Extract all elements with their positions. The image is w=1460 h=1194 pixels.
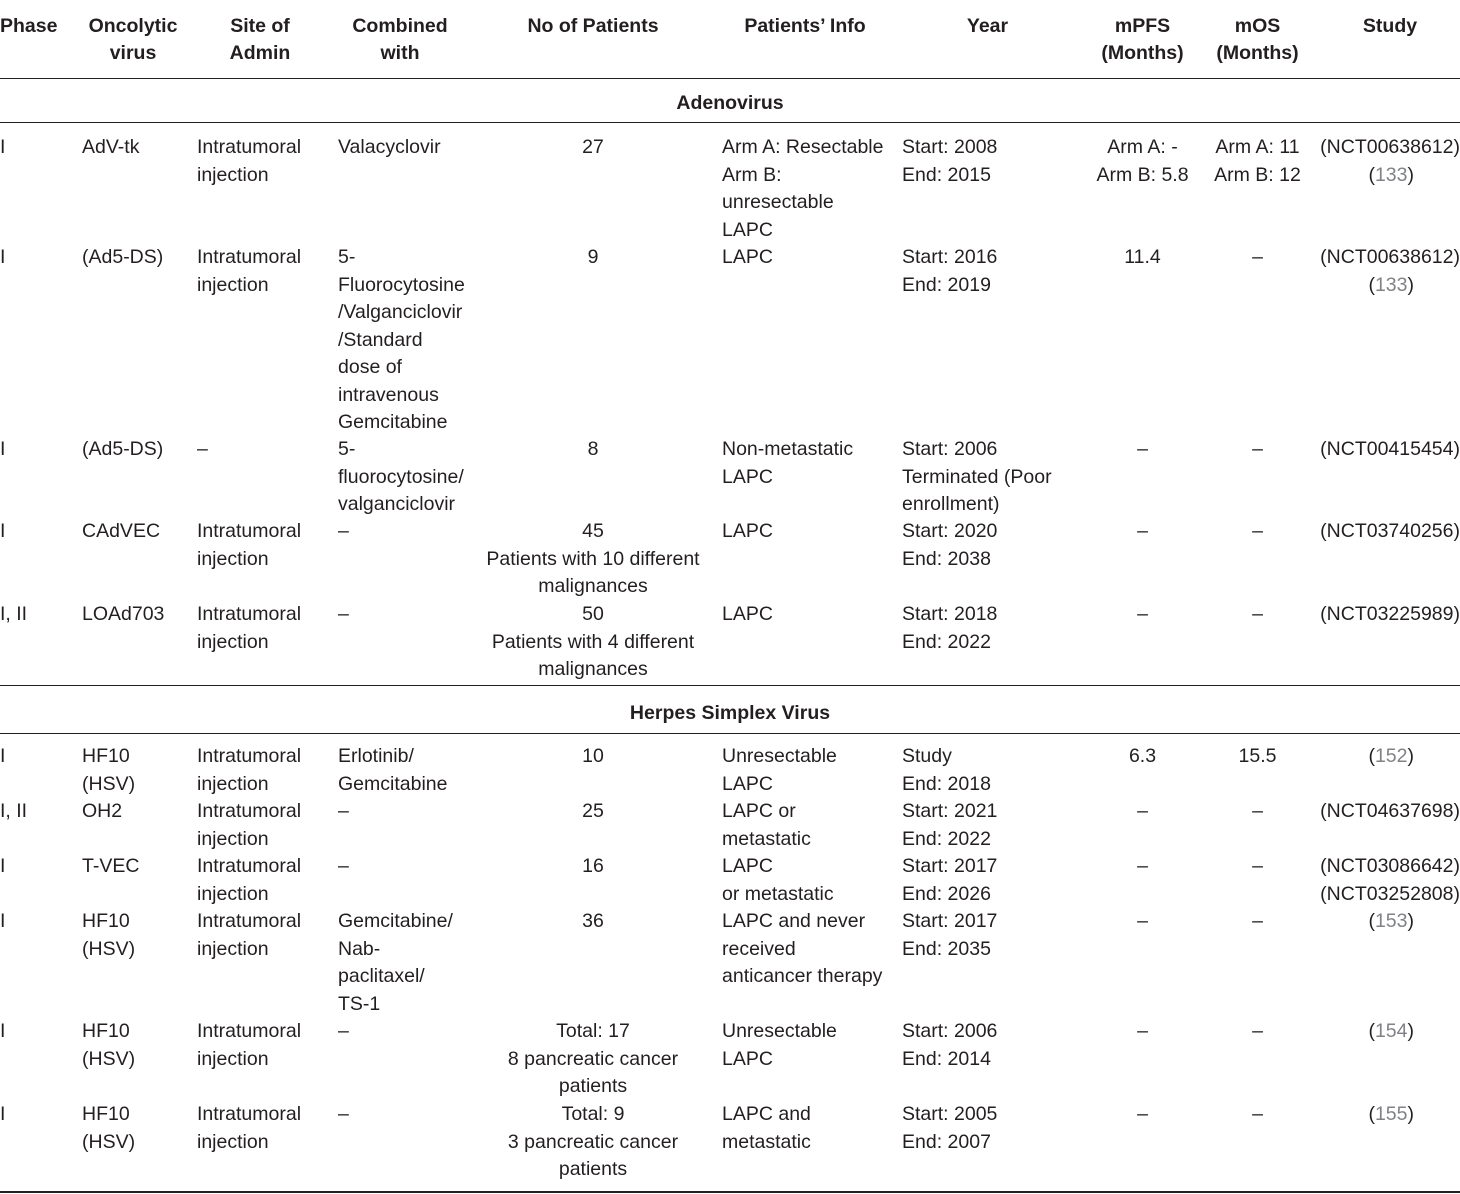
header-divider <box>0 78 1460 79</box>
cell-no-of-patients: Total: 17 8 pancreatic cancer patients <box>507 1020 679 1097</box>
cell-year: Start: 2020 End: 2038 <box>902 520 998 570</box>
cell-no-of-patients: 16 <box>582 855 604 877</box>
cell-study: (NCT00638612) (133) <box>1310 134 1460 189</box>
cell-study: (NCT00638612) (133) <box>1310 244 1460 299</box>
cell-year: Start: 2005 End: 2007 <box>902 1103 998 1153</box>
cell-combined-with: 5- fluorocytosine/ valganciclovir <box>338 438 464 515</box>
table-header <box>0 0 1460 78</box>
cell-oncolytic-virus: (Ad5-DS) <box>82 246 164 268</box>
cell-mos: – <box>1252 910 1263 932</box>
header-phase: Phase <box>0 15 58 37</box>
cell-combined-with: – <box>338 1020 349 1042</box>
cell-no-of-patients: 10 <box>582 745 604 767</box>
cell-no-of-patients: 8 <box>587 438 599 460</box>
cell-oncolytic-virus: HF10 (HSV) <box>82 1020 136 1070</box>
cell-phase: I <box>0 1020 6 1042</box>
cell-year: Start: 2006 End: 2014 <box>902 1020 998 1070</box>
cell-mos: – <box>1252 1020 1263 1042</box>
header-no-of-patients: No of Patients <box>527 15 659 37</box>
cell-year: Start: 2021 End: 2022 <box>902 800 998 850</box>
section-divider <box>0 733 1460 734</box>
cell-year: Start: 2017 End: 2026 <box>902 855 998 905</box>
cell-study <box>1310 743 1460 771</box>
cell-combined-with: Gemcitabine/ Nab- paclitaxel/ TS-1 <box>338 910 453 1015</box>
section-herpes-simplex-virus: Herpes Simplex Virus <box>629 702 831 724</box>
header-mpfs: mPFS (Months) <box>1101 15 1184 64</box>
cell-combined-with: Erlotinib/ Gemcitabine <box>338 745 448 795</box>
cell-mpfs: – <box>1137 1103 1148 1125</box>
cell-oncolytic-virus: CAdVEC <box>82 520 161 542</box>
cell-mpfs: – <box>1137 438 1148 460</box>
header-site-of-admin: Site of Admin <box>229 15 291 64</box>
section-divider <box>0 122 1460 123</box>
cell-mpfs: – <box>1137 910 1148 932</box>
cell-year: Start: 2006 Terminated (Poor enrollment) <box>902 438 1052 515</box>
cell-study: (NCT03225989) <box>1320 603 1460 625</box>
section-divider <box>0 685 1460 686</box>
reference-link[interactable]: (133) <box>1368 273 1414 296</box>
cell-study <box>1310 908 1460 936</box>
cell-phase: I, II <box>0 800 28 822</box>
cell-mos: 15.5 <box>1238 745 1277 767</box>
header-oncolytic-virus: Oncolytic virus <box>88 15 178 64</box>
cell-phase: I <box>0 438 6 460</box>
reference-link[interactable]: (152) <box>1368 745 1414 767</box>
cell-phase: I <box>0 745 6 767</box>
cell-phase: I <box>0 246 6 268</box>
cell-no-of-patients: 36 <box>582 910 604 932</box>
cell-no-of-patients: 27 <box>582 136 604 158</box>
reference-link[interactable]: (153) <box>1368 910 1414 932</box>
cell-site-of-admin: – <box>197 438 208 460</box>
cell-year: Start: 2018 End: 2022 <box>902 603 998 653</box>
cell-mpfs: Arm A: - Arm B: 5.8 <box>1096 136 1189 186</box>
reference-link[interactable]: (155) <box>1368 1103 1414 1125</box>
cell-combined-with: 5- Fluorocytosine /Valganciclovir /Standard dose of intravenous Gemcitabine <box>338 246 465 433</box>
cell-mos: Arm A: 11 Arm B: 12 <box>1214 136 1301 186</box>
cell-no-of-patients: 50 Patients with 4 different malignances <box>491 603 695 680</box>
cell-no-of-patients: Total: 9 3 pancreatic cancer patients <box>507 1103 679 1180</box>
cell-site-of-admin: Intratumoral injection <box>197 855 302 905</box>
cell-mos: – <box>1252 438 1263 460</box>
cell-site-of-admin: Intratumoral injection <box>197 603 302 653</box>
cell-phase: I <box>0 136 6 158</box>
cell-mos: – <box>1252 520 1263 542</box>
table-bottom-rule <box>0 1191 1460 1193</box>
cell-study: (NCT00415454) <box>1320 438 1460 460</box>
cell-oncolytic-virus: HF10 (HSV) <box>82 1103 136 1153</box>
cell-mos: – <box>1252 800 1263 822</box>
cell-patients-info: LAPC and never received anticancer therapy <box>722 910 883 987</box>
cell-oncolytic-virus: LOAd703 <box>82 603 165 625</box>
cell-study <box>1310 1101 1460 1129</box>
header-year: Year <box>966 15 1009 37</box>
cell-mpfs: – <box>1137 603 1148 625</box>
section-adenovirus: Adenovirus <box>676 92 784 114</box>
cell-study: (NCT03740256) <box>1320 520 1460 542</box>
cell-site-of-admin: Intratumoral injection <box>197 246 302 296</box>
cell-patients-info: LAPC <box>722 603 773 625</box>
cell-no-of-patients: 9 <box>587 246 599 268</box>
header-study: Study <box>1362 15 1418 37</box>
cell-combined-with: – <box>338 603 349 625</box>
cell-combined-with: Valacyclovir <box>338 136 441 158</box>
cell-year: Start: 2016 End: 2019 <box>902 246 998 296</box>
cell-patients-info: Unresectable LAPC <box>722 1020 837 1070</box>
cell-study: (NCT04637698) <box>1320 800 1460 822</box>
cell-oncolytic-virus: HF10 (HSV) <box>82 745 136 795</box>
header-mos: mOS (Months) <box>1216 15 1299 64</box>
cell-year: Study End: 2018 <box>902 745 991 795</box>
cell-mpfs: – <box>1137 800 1148 822</box>
cell-year: Start: 2008 End: 2015 <box>902 136 998 186</box>
cell-study <box>1310 1018 1460 1046</box>
cell-patients-info: Arm A: Resectable Arm B: unresectable LAPC <box>722 136 884 241</box>
cell-patients-info: Unresectable LAPC <box>722 745 837 795</box>
cell-mos: – <box>1252 1103 1263 1125</box>
cell-site-of-admin: Intratumoral injection <box>197 1103 302 1153</box>
cell-mos: – <box>1252 246 1263 268</box>
cell-site-of-admin: Intratumoral injection <box>197 520 302 570</box>
cell-patients-info: LAPC and metastatic <box>722 1103 811 1153</box>
cell-patients-info: LAPC or metastatic <box>722 855 834 905</box>
cell-site-of-admin: Intratumoral injection <box>197 1020 302 1070</box>
cell-site-of-admin: Intratumoral injection <box>197 910 302 960</box>
cell-no-of-patients: 25 <box>582 800 604 822</box>
cell-patients-info: LAPC <box>722 520 773 542</box>
cell-mos: – <box>1252 855 1263 877</box>
cell-oncolytic-virus: (Ad5-DS) <box>82 438 164 460</box>
cell-phase: I <box>0 520 6 542</box>
cell-phase: I <box>0 855 6 877</box>
cell-combined-with: – <box>338 1103 349 1125</box>
cell-year: Start: 2017 End: 2035 <box>902 910 998 960</box>
cell-oncolytic-virus: AdV-tk <box>82 136 140 158</box>
cell-phase: I, II <box>0 603 28 625</box>
cell-patients-info: LAPC <box>722 246 773 268</box>
cell-no-of-patients: 45 Patients with 10 different malignances <box>486 520 700 597</box>
cell-oncolytic-virus: OH2 <box>82 800 123 822</box>
reference-link[interactable]: (133) <box>1368 163 1414 186</box>
cell-study: (NCT03086642) (NCT03252808) <box>1320 855 1460 905</box>
cell-patients-info: LAPC or metastatic <box>722 800 811 850</box>
cell-oncolytic-virus: T-VEC <box>82 855 140 877</box>
cell-mpfs: 11.4 <box>1124 246 1161 268</box>
header-combined-with: Combined with <box>352 15 448 64</box>
cell-combined-with: – <box>338 800 349 822</box>
cell-site-of-admin: Intratumoral injection <box>197 800 302 850</box>
cell-patients-info: Non-metastatic LAPC <box>722 438 854 488</box>
cell-mpfs: 6.3 <box>1128 745 1157 767</box>
cell-phase: I <box>0 910 6 932</box>
cell-mpfs: – <box>1137 1020 1148 1042</box>
cell-mos: – <box>1252 603 1263 625</box>
reference-link[interactable]: (154) <box>1368 1020 1414 1042</box>
cell-mpfs: – <box>1137 855 1148 877</box>
cell-phase: I <box>0 1103 6 1125</box>
cell-oncolytic-virus: HF10 (HSV) <box>82 910 136 960</box>
cell-mpfs: – <box>1137 520 1148 542</box>
cell-combined-with: – <box>338 855 349 877</box>
cell-site-of-admin: Intratumoral injection <box>197 745 302 795</box>
cell-combined-with: – <box>338 520 349 542</box>
cell-site-of-admin: Intratumoral injection <box>197 136 302 186</box>
header-patients-info: Patients’ Info <box>744 15 866 37</box>
